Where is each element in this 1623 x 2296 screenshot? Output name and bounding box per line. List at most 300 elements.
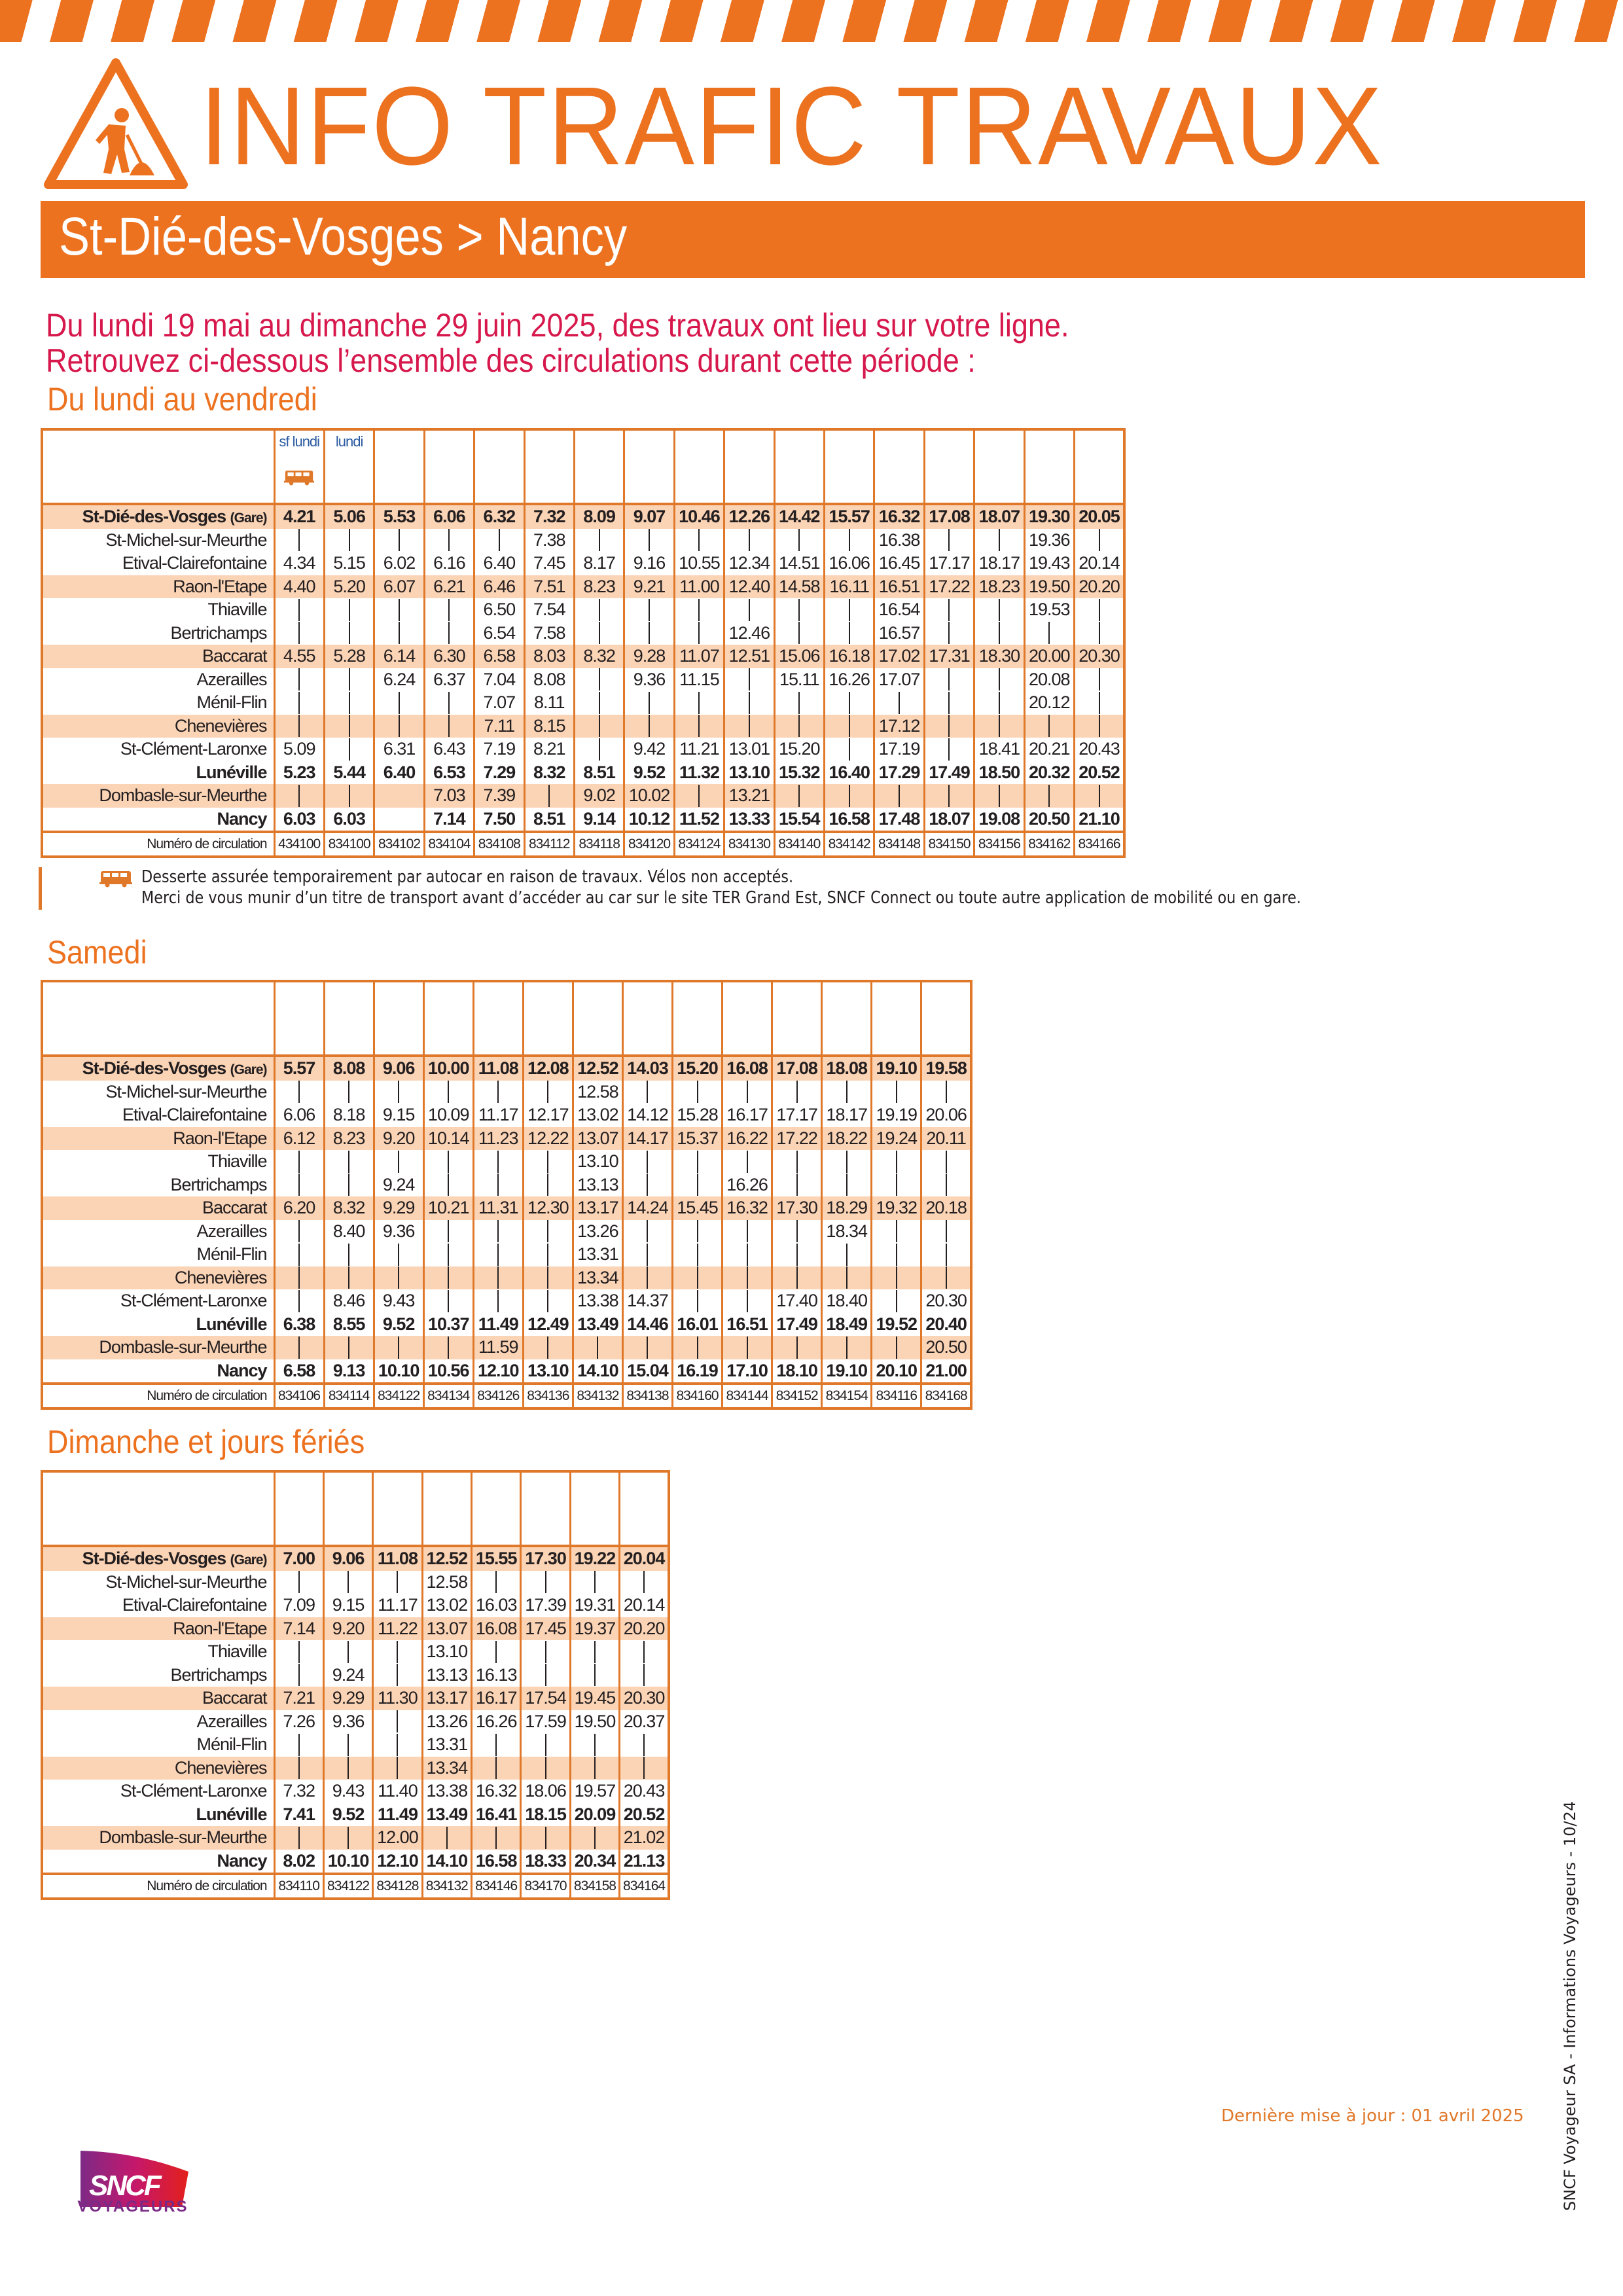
train-number: 834160 [673,1384,722,1408]
station-name [42,1594,274,1617]
pass-through-mark [622,1220,672,1244]
time-cell: 17.12 [874,715,924,738]
time-cell: 7.14 [274,1617,323,1641]
pass-through-line [448,1244,449,1266]
pass-through-mark [521,1640,570,1664]
time-cell: 19.58 [921,1056,971,1081]
train-header [521,1471,570,1546]
pass-through-line [643,1734,645,1756]
time-cell: 7.04 [474,668,524,692]
time-cell: 6.54 [474,622,524,645]
time-cell: 20.30 [921,1289,971,1313]
train-number: 834138 [622,1384,672,1408]
time-cell: 12.00 [373,1826,422,1850]
header-row [42,1471,669,1546]
pass-through-mark [373,1733,422,1757]
pass-through-mark [724,529,774,552]
pass-through-mark [622,1336,672,1359]
time-cell: 19.24 [872,1127,921,1151]
time-cell: 18.33 [521,1850,570,1874]
time-cell: 17.02 [874,645,924,668]
pass-through-mark [274,529,324,552]
time-cell: 6.40 [374,761,424,785]
time-cell: 16.51 [874,575,924,599]
pass-through-line [698,622,700,644]
pass-through-mark [323,1757,372,1780]
station-name [42,1803,274,1827]
time-cell: 10.02 [624,784,674,808]
station-label: Lunéville [196,1804,267,1824]
pass-through-line [594,1664,596,1686]
pass-through-line [599,715,600,737]
pass-through-mark [424,529,474,552]
pass-through-mark [774,598,824,622]
pass-through-mark [1075,668,1125,692]
pass-through-mark [574,622,624,645]
time-cell: 16.41 [472,1803,521,1827]
train-number: 834122 [374,1384,423,1408]
pass-through-mark [274,784,324,808]
time-cell: 15.20 [774,738,824,761]
pass-through-line [397,1641,398,1663]
time-cell: 16.06 [824,552,874,575]
time-cell: 5.20 [324,575,374,599]
train-header [622,981,672,1056]
train-header [772,981,822,1056]
pass-through-mark [523,1336,573,1359]
time-cell: 6.32 [474,504,524,529]
time-cell: 18.40 [822,1289,872,1313]
station-label: Thiaville [207,1151,267,1172]
time-cell: 9.20 [374,1127,423,1151]
time-cell: 7.32 [274,1780,323,1803]
station-row [42,668,1124,692]
time-cell: 16.54 [874,598,924,622]
time-cell: 5.57 [274,1056,324,1081]
time-cell: 20.10 [872,1359,921,1384]
time-cell: 14.10 [573,1359,622,1384]
pass-through-mark [274,1336,324,1359]
svg-text:SNCF: SNCF [89,2170,160,2202]
station-label: Dombasle-sur-Meurthe [99,785,267,806]
pass-through-mark [673,1150,722,1174]
time-cell: 7.26 [274,1710,323,1734]
time-cell: 6.58 [474,645,524,668]
time-cell: 11.49 [373,1803,422,1827]
train-number: 834154 [822,1384,872,1408]
time-cell: 13.07 [573,1127,622,1151]
time-cell: 16.32 [722,1196,772,1220]
time-cell: 15.20 [673,1056,722,1081]
pass-through-mark [424,622,474,645]
time-cell: 7.19 [474,738,524,761]
pass-through-line [398,1266,399,1289]
time-cell: 8.08 [324,1056,374,1081]
time-cell: 18.23 [974,575,1024,599]
train-header [523,981,573,1056]
pass-through-line [348,1081,349,1103]
station-row [42,1174,971,1197]
time-cell: 8.08 [524,668,574,692]
time-cell: 12.10 [473,1359,523,1384]
pass-through-mark [324,1243,374,1266]
time-cell: 13.26 [422,1710,471,1734]
time-cell: 20.04 [620,1546,669,1571]
time-cell: 6.16 [424,552,474,575]
pass-through-mark [274,1640,323,1664]
pass-through-mark [673,1289,722,1313]
train-number: 834124 [674,832,724,857]
time-cell: 6.14 [374,645,424,668]
pass-through-mark [324,784,374,808]
time-cell: 5.15 [324,552,374,575]
pass-through-line [697,1290,698,1312]
pass-through-line [495,1757,497,1779]
time-cell: 20.30 [620,1687,669,1710]
pass-through-line [497,1174,499,1196]
time-cell: 6.03 [324,808,374,833]
time-cell: 13.13 [573,1174,622,1197]
pass-through-mark [620,1571,669,1594]
time-cell: 7.32 [524,504,574,529]
time-cell: 13.38 [422,1780,471,1803]
pass-through-mark [374,715,424,738]
pass-through-line [697,1244,698,1266]
time-cell: 15.04 [622,1359,672,1384]
station-label: Bertrichamps [170,622,267,643]
time-cell: 15.32 [774,761,824,785]
pass-through-mark [274,715,324,738]
pass-through-mark [921,1243,971,1266]
train-header [570,1471,619,1546]
pass-through-line [749,692,750,714]
time-cell: 6.53 [424,761,474,785]
time-cell: 11.22 [373,1617,422,1641]
pass-through-line [1099,715,1100,737]
pass-through-line [349,622,350,644]
station-row [42,1687,669,1710]
pass-through-line [749,529,750,551]
pass-through-line [495,1734,497,1756]
time-cell: 7.38 [524,529,574,552]
side-credit: SNCF Voyageur SA - Informations Voyageurs - 10/24 [1561,1801,1579,2211]
pass-through-mark [373,1664,422,1687]
pass-through-line [547,1174,548,1196]
time-cell: 12.58 [422,1571,471,1594]
time-cell: 11.30 [373,1687,422,1710]
pass-through-mark [274,622,324,645]
station-row [42,1359,971,1384]
time-cell: 15.37 [673,1127,722,1151]
pass-through-mark [1075,715,1125,738]
station-name [42,784,274,808]
time-cell: 8.23 [574,575,624,599]
station-row [42,784,1124,808]
pass-through-line [1099,785,1100,807]
time-cell: 13.33 [724,808,774,833]
pass-through-mark [1024,784,1074,808]
time-cell: 16.11 [824,575,874,599]
pass-through-mark [822,1150,872,1174]
pass-through-mark [574,668,624,692]
pass-through-mark [323,1826,372,1850]
time-cell: 15.45 [673,1196,722,1220]
pass-through-mark [324,1174,374,1197]
station-row [42,1266,971,1290]
pass-through-mark [1075,784,1125,808]
pass-through-line [896,1220,897,1242]
station-label: Dombasle-sur-Meurthe [99,1827,267,1848]
pass-through-line [948,785,950,807]
time-cell: 8.55 [324,1313,374,1336]
station-label: Etival-Clairefontaine [122,1105,267,1125]
pass-through-line [647,1151,648,1173]
intro-line-2: Retrouvez ci-dessous l’ensemble des circulations durant cette période : [46,342,976,379]
pass-through-mark [622,1174,672,1197]
time-cell: 18.41 [974,738,1024,761]
station-row [42,691,1124,715]
time-cell: 8.21 [524,738,574,761]
pass-through-mark [673,1336,722,1359]
pass-through-line [497,1266,499,1289]
station-name [42,1220,274,1244]
time-cell: 19.50 [1024,575,1074,599]
time-cell: 6.38 [274,1313,324,1336]
time-cell: 5.06 [324,504,374,529]
time-cell: 17.48 [874,808,924,833]
station-name [42,1780,274,1803]
pass-through-mark [924,784,974,808]
pass-through-mark [974,598,1024,622]
station-row [42,1150,971,1174]
pass-through-mark [374,622,424,645]
time-cell: 16.17 [722,1103,772,1127]
train-number: 834130 [724,832,774,857]
pass-through-line [545,1571,546,1593]
station-name [42,1196,274,1220]
pass-through-line [846,1081,847,1103]
time-cell: 6.30 [424,645,474,668]
time-cell: 12.10 [373,1850,422,1874]
pass-through-mark [774,715,824,738]
pass-through-line [999,622,1000,644]
time-cell: 14.37 [622,1289,672,1313]
pass-through-line [749,599,750,621]
time-cell: 8.51 [524,808,574,833]
time-cell: 8.46 [324,1289,374,1313]
time-cell: 8.23 [324,1127,374,1151]
time-cell: 17.59 [521,1710,570,1734]
time-cell: 8.32 [524,761,574,785]
time-cell: 13.49 [422,1803,471,1827]
pass-through-mark [323,1640,372,1664]
station-label: Baccarat [202,1198,267,1218]
time-cell: 20.43 [620,1780,669,1803]
pass-through-mark [974,622,1024,645]
station-row [42,645,1124,668]
station-row [42,738,1124,761]
time-cell: 17.08 [924,504,974,529]
time-cell: 14.24 [622,1196,672,1220]
time-cell: 9.42 [624,738,674,761]
time-cell: 10.56 [423,1359,473,1384]
station-row [42,622,1124,645]
pass-through-line [497,1220,499,1242]
pass-through-line [896,1174,897,1196]
pass-through-line [298,1244,300,1266]
train-header [374,981,423,1056]
pass-through-mark [874,691,924,715]
pass-through-line [349,738,350,761]
pass-through-mark [724,691,774,715]
pass-through-line [399,599,400,621]
pass-through-line [298,1081,300,1103]
pass-through-mark [822,1336,872,1359]
time-cell: 10.55 [674,552,724,575]
pass-through-mark [274,1571,323,1594]
time-cell: 9.24 [374,1174,423,1197]
pass-through-mark [622,1081,672,1104]
pass-through-mark [722,1150,772,1174]
station-label: Thiaville [207,600,267,620]
time-cell: 20.14 [1075,552,1125,575]
time-cell: 19.45 [570,1687,619,1710]
pass-through-line [747,1244,748,1266]
pass-through-mark [274,668,324,692]
station-name [42,715,274,738]
pass-through-mark [1075,622,1125,645]
pass-through-mark [473,1081,523,1104]
time-cell: 18.50 [974,761,1024,785]
pass-through-mark [674,715,724,738]
pass-through-mark [722,1081,772,1104]
time-cell: 12.52 [573,1056,622,1081]
station-label: Lunéville [196,762,267,782]
pass-through-line [698,599,700,621]
station-name [42,1617,274,1641]
pass-through-mark [274,1220,324,1244]
pass-through-mark [570,1826,619,1850]
pass-through-line [849,715,850,737]
pass-through-line [798,692,800,714]
train-number: 834102 [374,832,424,857]
pass-through-line [846,1266,847,1289]
time-cell: 13.10 [573,1150,622,1174]
pass-through-mark [1024,622,1074,645]
station-label: St-Dié-des-Vosges [82,1058,226,1079]
time-cell: 19.19 [872,1103,921,1127]
pass-through-line [849,622,850,644]
pass-through-mark [874,784,924,808]
pass-through-mark [373,1640,422,1664]
section-title-saturday: Samedi [47,934,147,971]
pass-through-line [796,1151,798,1173]
station-name [42,1336,274,1359]
pass-through-mark [473,1150,523,1174]
pass-through-line [948,529,950,551]
time-cell: 7.58 [524,622,574,645]
pass-through-line [398,1244,399,1266]
pass-through-line [643,1571,645,1593]
pass-through-line [599,738,600,761]
time-cell: 6.46 [474,575,524,599]
station-row [42,1710,669,1734]
station-name [42,1243,274,1266]
time-cell: 13.13 [422,1664,471,1687]
train-note: lundi [335,433,363,450]
pass-through-line [698,692,700,714]
time-cell: 14.03 [622,1056,672,1081]
pass-through-line [448,599,450,621]
pass-through-mark [324,1081,374,1104]
time-cell: 11.31 [473,1196,523,1220]
time-cell: 14.42 [774,504,824,529]
time-cell: 9.07 [624,504,674,529]
train-number-label: Numéro de circulation [42,1874,274,1899]
pass-through-line [647,1174,648,1196]
time-cell: 13.49 [573,1313,622,1336]
pass-through-mark [872,1150,921,1174]
pass-through-mark [924,738,974,761]
station-row [42,1196,971,1220]
pass-through-line [497,1151,499,1173]
pass-through-line [649,529,650,551]
time-cell: 5.28 [324,645,374,668]
pass-through-line [398,1336,399,1359]
pass-through-mark [624,598,674,622]
pass-through-mark [774,529,824,552]
pass-through-mark [274,1757,323,1780]
pass-through-line [597,1336,598,1359]
time-cell: 13.07 [422,1617,471,1641]
pass-through-line [948,738,950,761]
pass-through-line [946,1151,947,1173]
time-cell: 6.02 [374,552,424,575]
time-cell: 6.24 [374,668,424,692]
legend-line-2: Merci de vous munir d’un titre de transport avant d’accéder au car sur le site TER Grand Est, SNCF Connect ou toute autre application de mobilité ou en gare. [141,888,1301,908]
pass-through-line [298,1757,300,1779]
last-update: Dernière mise à jour : 01 avril 2025 [1221,2106,1524,2126]
time-cell: 13.34 [422,1757,471,1780]
train-header [474,429,524,504]
pass-through-line [749,668,750,691]
station-row [42,1103,971,1127]
station-row [42,1546,669,1571]
time-cell: 17.54 [521,1687,570,1710]
station-row [42,529,1124,552]
pass-through-line [298,1664,300,1686]
pass-through-mark [373,1571,422,1594]
pass-through-line [749,715,750,737]
pass-through-line [798,785,800,807]
pass-through-line [599,599,600,621]
pass-through-mark [423,1174,473,1197]
time-cell: 11.23 [473,1127,523,1151]
station-row [42,1081,971,1104]
pass-through-mark [374,1150,423,1174]
time-cell: 16.19 [673,1359,722,1384]
station-label: Chenevières [174,1757,267,1778]
time-cell: 20.30 [1075,645,1125,668]
pass-through-mark [274,1289,324,1313]
pass-through-mark [1075,598,1125,622]
station-name [42,1313,274,1336]
time-cell: 9.52 [624,761,674,785]
pass-through-line [495,1641,497,1663]
time-cell: 13.02 [573,1103,622,1127]
pass-through-mark [772,1243,822,1266]
pass-through-mark [274,1150,324,1174]
